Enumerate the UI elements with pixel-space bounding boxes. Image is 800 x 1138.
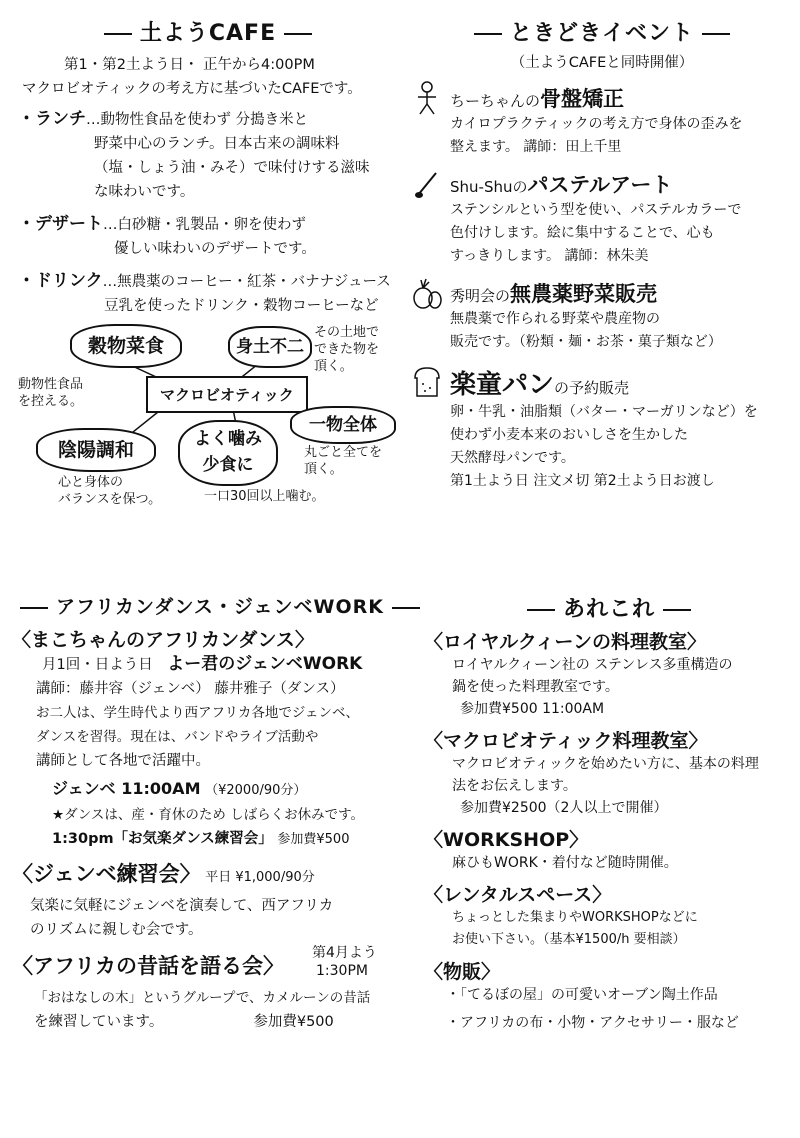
story-title: 〈 アフリカの昔話を語る会 〉 [12, 950, 404, 980]
event-vegetables [410, 278, 794, 354]
brush-icon [410, 167, 444, 201]
person-icon [410, 81, 444, 115]
dessert-text-2: 優しい味わいのデザートです。 [114, 241, 316, 257]
workshop-body: 麻ひもWORK・着付など随時開催。 [452, 855, 678, 871]
rental-space-body-1: ちょっとした集まりやWORKSHOPなどに [452, 910, 698, 925]
event-bread-title [410, 364, 794, 401]
event-pastel-name: パステルアート [527, 173, 673, 197]
practice-body-1: 気楽に気軽にジェンベを演奏して、西アフリカ [30, 898, 334, 914]
lunch-text-2: 野菜中心のランチ。日本古来の調味料 [94, 136, 340, 152]
african-bio-2: ダンスを習得。現在は、バンドやライブ活動や [36, 729, 319, 745]
event-bread-body-1: 卵・牛乳・油脂類（バター・マーガリンなど）を [450, 404, 758, 420]
african-bio-1: お二人は、学生時代より西アフリカ各地でジェンベ、 [36, 705, 360, 721]
story-fee: 参加費¥500 [253, 1014, 334, 1030]
event-pastel-title [410, 169, 794, 199]
royal-body-2: 鍋を使った料理教室です。 [452, 679, 619, 695]
event-vegetables-name: 無農薬野菜販売 [510, 282, 658, 306]
sales-title: 〈 物販 〉 [424, 957, 794, 984]
african-teachers: 講師：藤井容（ジェンベ） 藤井雅子（ダンス） [36, 681, 345, 697]
drink-text-2: 豆乳を使ったドリンク・穀物コーヒーなど [104, 298, 379, 314]
chew-well-cloud: よく噛み 少食に [178, 420, 278, 486]
casual-dance-fee: 参加費¥500 [277, 832, 350, 847]
macrobiotic-center-box: マクロビオティック [146, 376, 308, 413]
macrobiotic-mindmap [18, 324, 398, 514]
yinyang-note: 心と身体の バランスを保つ。 [58, 475, 162, 507]
african-section [12, 592, 404, 1034]
drink-item [18, 269, 398, 294]
jembe-work-title: よー君のジェンベWORK [167, 654, 363, 674]
royal-title: 〈 ロイヤルクィーンの料理教室 〉 [424, 627, 794, 654]
african-heading: アフリカンダンス・ジェンベWORK [12, 592, 404, 619]
macro-cooking-title: 〈 マクロビオティック料理教室 〉 [424, 726, 794, 753]
royal-fee: 参加費¥500 11:00AM [460, 701, 605, 717]
monthly-row [12, 652, 404, 677]
sales-item-1: ・「てるぼの屋」の可愛いオーブン陶土作品 [446, 987, 718, 1003]
macro-cooking-body-1: マクロビオティックを始めたい方に、基本の料理 [452, 756, 759, 772]
animal-food-note: 動物性食品 を控える。 [18, 377, 84, 409]
african-dance-title: 〈 まこちゃんのアフリカンダンス 〉 [12, 625, 404, 652]
practice-body-2: のリズムに親しむ会です。 [30, 922, 203, 938]
macro-cooking-fee: 参加費¥2500（2人以上で開催） [460, 800, 668, 816]
story-body-1: 「おはなしの木」というグループで、カメルーンの昔話 [34, 990, 371, 1006]
story-when-1: 第4月よう [312, 945, 377, 961]
lunch-item [18, 107, 398, 132]
casual-dance: 1:30pm「お気楽ダンス練習会」 [52, 831, 273, 847]
event-pastel-body-2: 色付けします。絵に集中することで、心も [450, 225, 715, 241]
event-pelvis-title [410, 83, 794, 113]
lunch-label: ・ランチ [18, 109, 86, 129]
casual-dance-row [12, 827, 404, 852]
event-bread-body-3: 天然酵母パンです。 [450, 450, 575, 466]
story-body-row [12, 1010, 404, 1034]
event-vegetables-title [410, 278, 794, 308]
event-pastel-prefix: Shu-Shuの [450, 178, 528, 196]
event-bread-name: 楽童パン [450, 370, 555, 400]
events-heading: ときどきイベント [410, 16, 794, 47]
local-food-cloud: 身土不二 [228, 326, 312, 368]
misc-section [424, 592, 794, 1034]
yinyang-cloud: 陰陽調和 [36, 428, 156, 472]
lunch-text-3: （塩・しょう油・みそ）で味付けする滋味 [94, 160, 370, 176]
event-bread-suffix: の予約販売 [554, 379, 630, 397]
event-vegetables-prefix: 秀明会の [450, 287, 511, 305]
royal-body-1: ロイヤルクィーン社の ステンレス多重構造の [452, 657, 733, 673]
event-pelvis-body-2: 整えます。 講師：田上千里 [450, 139, 622, 155]
event-vegetables-body-1: 無農薬で作られる野菜や農産物の [450, 311, 660, 327]
workshop-title: 〈 WORKSHOP 〉 [424, 825, 794, 852]
event-bread-body-4: 第1土よう日 注文メ切 第2土よう日お渡し [450, 473, 715, 489]
rental-space-title: 〈 レンタルスペース 〉 [424, 880, 794, 907]
event-pelvis-prefix: ちーちゃんの [450, 92, 541, 110]
jembe-fee: （¥2000/90分） [205, 783, 307, 798]
events-section [410, 16, 794, 493]
grain-vegetable-cloud: 穀物菜食 [70, 324, 182, 368]
whole-food-note: 丸ごと全てを 頂く。 [304, 445, 383, 477]
misc-heading: あれこれ [424, 592, 794, 623]
event-pastel-body-1: ステンシルという型を使い、パステルカラーで [450, 202, 742, 218]
story-when-2: 1:30PM [316, 963, 368, 979]
vegetable-icon [410, 276, 444, 310]
drink-label: ・ドリンク [18, 271, 103, 291]
events-subtitle: （土ようCAFEと同時開催） [510, 55, 694, 71]
whole-food-cloud: 一物全体 [290, 406, 396, 444]
lunch-text-1: …動物性食品を使わず 分搗き米と [86, 112, 309, 128]
practice-title: 〈 ジェンベ練習会 〉 [12, 862, 201, 886]
event-bread-body-2: 使わず小麦本来のおいしさを生かした [450, 427, 688, 443]
event-pelvis [410, 83, 794, 159]
event-pastel [410, 169, 794, 268]
saturday-cafe-heading: 土ようCAFE [18, 16, 398, 47]
dessert-text-1: …白砂糖・乳製品・卵を使わず [103, 217, 306, 233]
local-food-note: その土地で できた物を 頂く。 [314, 325, 380, 374]
sales-item-2: ・アフリカの布・小物・アクセサリー・服など [446, 1015, 739, 1031]
event-vegetables-body-2: 販売です。（粉類・麺・お茶・菓子類など） [450, 334, 722, 350]
saturday-cafe-section [18, 16, 398, 514]
dessert-item [18, 212, 398, 237]
bread-icon [410, 364, 444, 398]
event-bread [410, 364, 794, 493]
cafe-intro: マクロビオティックの考え方に基づいたCAFEです。 [22, 81, 362, 97]
event-pelvis-name: 骨盤矯正 [540, 87, 625, 111]
event-pelvis-body-1: カイロプラクティックの考え方で身体の歪みを [450, 116, 743, 132]
rental-space-body-2: お使い下さい。（基本¥1500/h 要相談） [452, 932, 686, 947]
lunch-text-4: な味わいです。 [94, 184, 195, 200]
drink-text-1: …無農薬のコーヒー・紅茶・バナナジュース [102, 274, 391, 290]
story-block [12, 945, 404, 980]
chew-well-note: 一口30回以上噛む。 [204, 489, 325, 504]
practice-title-row [12, 862, 404, 890]
story-body-2: を練習しています。 [34, 1014, 164, 1030]
event-pastel-body-3: すっきりします。 講師：林朱美 [450, 248, 649, 264]
monthly-schedule: 月1回・日よう日 [42, 657, 153, 673]
practice-fee: 平日 ¥1,000/90分 [205, 870, 315, 885]
macro-cooking-body-2: 法をお伝えします。 [452, 778, 577, 794]
cafe-schedule: 第1・第2土よう日・ 正午から4:00PM [64, 57, 315, 73]
jembe-time-row [12, 777, 404, 803]
dance-note: ★ダンスは、産・育休のため しばらくお休みです。 [52, 807, 365, 823]
jembe-time: ジェンベ 11:00AM [52, 779, 201, 798]
african-bio-3: 講師として各地で活躍中。 [36, 753, 210, 769]
dessert-label: ・デザート [18, 214, 103, 234]
